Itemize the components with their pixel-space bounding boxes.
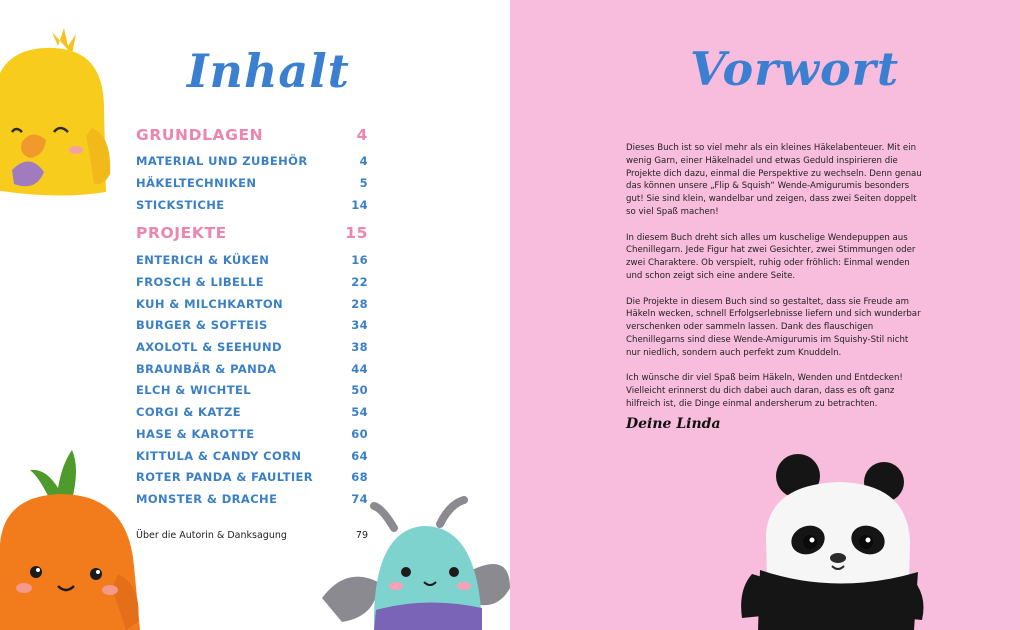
toc-entry-page: 22 [351,275,368,289]
foreword-text [626,142,922,424]
foreword-paragraph: In diesem Buch dreht sich alles um kuschelige Wendepuppen aus Chenillegarn. Jede Figur hat zwei Gesichter, zwei Stimmungen oder zwei Charaktere. Ob verspielt, ruhig oder fröhlich: Einmal wenden und schon zeigt sich eine andere Seite. [626,232,916,281]
toc-entry-label: BRAUNBÄR & PANDA [136,362,277,376]
toc-entry-page: 64 [351,449,368,463]
toc-entry-page: 79 [355,530,368,541]
toc-entry-page: 50 [351,383,368,397]
toc-entry-label: AXOLOTL & SEEHUND [136,340,282,354]
foreword-paragraph: Dieses Buch ist so viel mehr als ein kleines Häkelabenteuer. Mit ein wenig Garn, einer Häkelnadel und etwas Geduld inspirieren die Projekte dich dazu, einmal die Perspektive zu wechseln. Denn genau das können unsere „Flip & Squish“ Wende-Amigurumis besonders gut! Sie sind klein, wandelbar und zeigen, dass zwei Seiten doppelt so viel Spaß machen! [626,143,922,217]
toc-entry-page: 74 [351,492,368,506]
toc-entry-label: ENTERICH & KÜKEN [136,253,270,267]
toc-section-row [136,224,368,242]
carrot-amigurumi-image [0,448,150,630]
toc-entry-row [136,492,368,506]
toc-entry-page: 16 [351,253,368,267]
toc-entry-label: KITTULA & CANDY CORN [136,449,302,463]
toc-entry-label: KUH & MILCHKARTON [136,297,284,311]
toc-entry-row [136,383,368,397]
toc-entry-label: HASE & KAROTTE [136,427,255,441]
right-page [510,0,1020,630]
toc-title: Inhalt [187,44,350,98]
toc-entry-label: HÄKELTECHNIKEN [136,176,257,190]
toc-entry-row [136,253,368,267]
toc-entry-label: STICKSTICHE [136,198,225,212]
bee-amigurumi-image [322,492,510,630]
toc-entry-row [136,449,368,463]
toc-entry-row [136,427,368,441]
foreword-paragraph: Die Projekte in diesem Buch sind so gestaltet, dass sie Freude am Häkeln wecken, schnell Erfolgserlebnisse liefern und sich wunderbar verschenken oder sammeln lassen. Dank des flauschigen Chenillegarns sind diese Wende-Amigurumis im Squishy-Stil nicht nur niedlich, sondern auch perfekt zum Knuddeln. [626,296,921,358]
toc-entry-row [136,530,368,541]
toc-entry-page: 68 [351,470,368,484]
foreword-paragraph: Ich wünsche dir viel Spaß beim Häkeln, Wenden und Entdecken! Vielleicht erinnerst du dich dabei auch daran, dass es oft ganz hilfreich ist, die Dinge einmal andersherum zu betrachten. [626,373,903,409]
toc-entry-label: GRUNDLAGEN [136,126,264,144]
toc-entry-row [136,340,368,354]
toc-entry-label: ROTER PANDA & FAULTIER [136,470,314,484]
toc-entry-page: 28 [351,297,368,311]
signature: Deine Linda [626,416,721,432]
toc-entry-row [136,198,368,212]
toc-entry-row [136,176,368,190]
toc-entry-page: 4 [356,126,368,144]
toc-entry-label: PROJEKTE [136,224,227,242]
toc-entry-row [136,318,368,332]
toc-section-row [136,126,368,144]
panda-amigurumi-image [732,450,932,630]
toc-entry-page: 44 [351,362,368,376]
toc-entry-page: 38 [351,340,368,354]
chick-amigurumi-image [0,24,120,199]
toc-entry-page: 54 [351,405,368,419]
toc-entry-label: BURGER & SOFTEIS [136,318,268,332]
toc-entry-label: CORGI & KATZE [136,405,241,419]
toc-entry-row [136,405,368,419]
toc-entry-label: FROSCH & LIBELLE [136,275,265,289]
toc-entry-label: MATERIAL UND ZUBEHÖR [136,154,308,168]
toc-entry-label: MONSTER & DRACHE [136,492,278,506]
toc-entry-page: 34 [351,318,368,332]
toc-entry-page: 14 [351,198,368,212]
foreword-title: Vorwort [690,42,900,96]
toc-entry-row [136,275,368,289]
toc-entry-page: 5 [359,176,368,190]
toc-entry-page: 15 [345,224,368,242]
toc-entry-label: ELCH & WICHTEL [136,383,251,397]
toc-entry-page: 4 [359,154,368,168]
toc-entry-row [136,362,368,376]
toc-entry-row [136,154,368,168]
toc-entry-row [136,470,368,484]
toc-entry-row [136,297,368,311]
toc-entry-page: 60 [351,427,368,441]
toc-entry-label: Über die Autorin & Danksagung [136,530,287,541]
